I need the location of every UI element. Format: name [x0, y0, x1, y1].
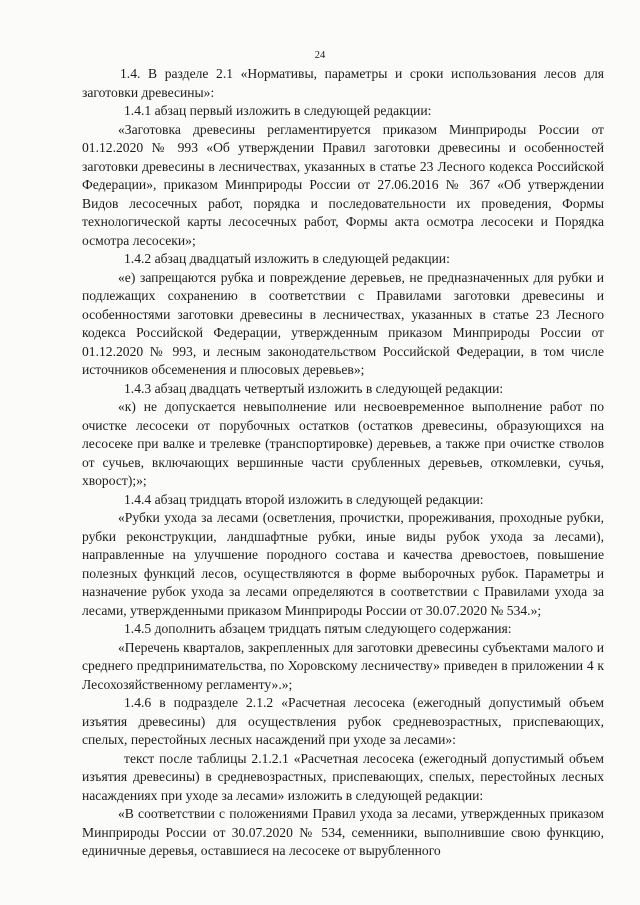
paragraph-1-4-5: 1.4.5 дополнить абзацем тридцать пятым следующего содержания: — [124, 621, 512, 636]
page-number: 24 — [314, 50, 326, 61]
paragraph-1-4-6: 1.4.6 в подразделе 2.1.2 «Расчетная лесосека (ежегодный допустимый объем изъятия древесины) для осуществления рубок средневозрастных, приспевающих, спелых, перестойных лесных насаждений при уходе за лесами»: — [82, 695, 604, 747]
document-body — [82, 65, 604, 861]
quote-clause-k: «к) не допускается невыполнение или несвоевременное выполнение работ по очистке лесосеки от порубочных остатков (остатков древесины, образующихся на лесосеке при валке и трелевке (транспортировке) деревьев, а также при очистке стволов от сучьев, включающих вершинные части срубленных деревьев, откомлевки, сучья, хворост);»; — [82, 399, 604, 488]
paragraph-1-4-3: 1.4.3 абзац двадцать четвертый изложить в следующей редакции: — [124, 380, 504, 396]
paragraph-1-4: 1.4. В разделе 2.1 «Нормативы, параметры и сроки использования лесов для заготовки древесины»: — [82, 66, 604, 100]
quote-care-rules: «В соответствии с положениями Правил ухода за лесами, утвержденных приказом Минприроды России от 30.07.2020 № 534, семенники, выполнившие свою функцию, единичные деревья, оставшиеся на лесосеке от вырубленного — [82, 806, 604, 858]
quote-quarter-list: «Перечень кварталов, закрепленных для заготовки древесины субъектами малого и среднего предпринимательства, по Хоровскому лесничеству» приведен в приложении 4 к Лесохозяйственному регламенту».»; — [82, 639, 604, 692]
paragraph-table-text: текст после таблицы 2.1.2.1 «Расчетная лесосека (ежегодный допустимый объем изъятия древесины) в средневозрастных, приспевающих, спелых, перестойных лесных насаждениях при уходе за лесами» изложить в следующей редакции: — [82, 750, 604, 803]
quote-timber-harvesting: «Заготовка древесины регламентируется приказом Минприроды России от 01.12.2020 № 993 «Об утверждении Правил заготовки древесины и особенностей заготовки древесины в лесничествах, указанных в статье 23 Лесного кодекса Российской Федерации», приказом Минприроды России от 27.06.2016 № 367 «Об утверждении Видов лесосечных работ, порядка и последовательности их проведения, Формы технологической карты лесосечных работ, Формы акта осмотра лесосеки и Порядка осмотра лесосеки»; — [82, 121, 604, 248]
paragraph-1-4-4: 1.4.4 абзац тридцать второй изложить в следующей редакции: — [124, 491, 484, 507]
paragraph-1-4-2: 1.4.2 абзац двадцатый изложить в следующей редакции: — [124, 251, 450, 266]
quote-clause-e: «е) запрещаются рубка и повреждение деревьев, не предназначенных для рубки и подлежащих сохранению в соответствии с Правилами заготовки древесины и особенностями заготовки древесины в лесничествах, указанных в статье 23 Лесного кодекса Российской Федерации, утвержденным приказом Минприроды России от 01.12.2020 № 993, и лесным законодательством Российской Федерации, в том числе источников обсеменения и плюсовых деревьев»; — [82, 269, 604, 377]
paragraph-1-4-1: 1.4.1 абзац первый изложить в следующей редакции: — [124, 103, 432, 118]
quote-care-felling: «Рубки ухода за лесами (осветления, прочистки, прореживания, проходные рубки, рубки реконструкции, ландшафтные рубки, иные виды рубок ухода за лесами), направленные на улучшение породного состава и качества древостоев, повышение полезных функций лесов, осуществляются в форме выборочных рубок. Параметры и назначение рубок ухода за лесами определяются в соответствии с Правилами ухода за лесами, утвержденными приказом Минприроды России от 30.07.2020 № 534.»; — [82, 510, 604, 618]
